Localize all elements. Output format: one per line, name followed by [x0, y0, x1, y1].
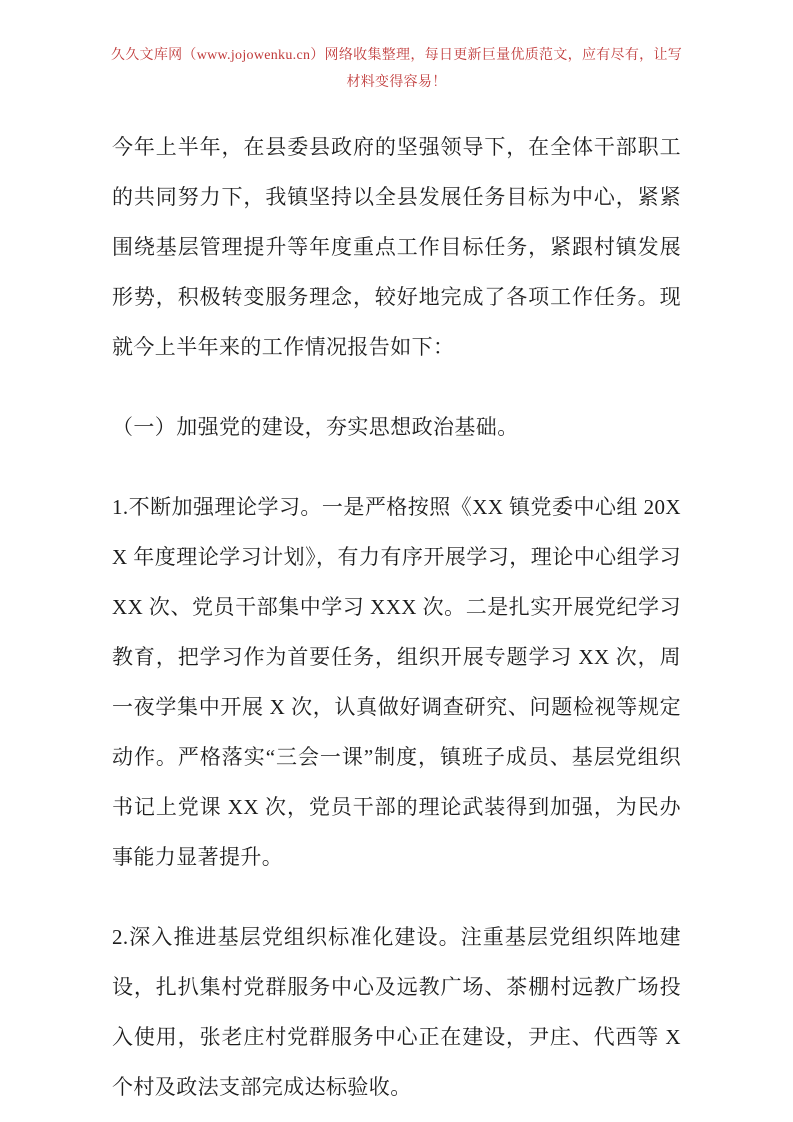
- section-heading-1: （一）加强党的建设，夯实思想政治基础。: [112, 415, 519, 439]
- paragraph-point-2: 2.深入推进基层党组织标准化建设。注重基层党组织阵地建设，扎扒集村党群服务中心及远教广场、茶棚村远教广场投入使用，张老庄村党群服务中心正在建设，尹庄、代西等 X 个村及政法支部完成达标验收。: [112, 925, 681, 1099]
- paragraph-point-1: 1.不断加强理论学习。一是严格按照《XX 镇党委中心组 20XX 年度理论学习计划》，有力有序开展学习，理论中心组学习 XX 次、党员干部集中学习 XXX 次。二是扎实开展党纪学习教育，把学习作为首要任务，组织开展专题学习 XX 次，周一夜学集中开展 X 次，认真做好调查研究、问题检视等规定动作。严格落实“三会一课”制度，镇班子成员、基层党组织书记上党课 XX 次，党员干部的理论武装得到加强，为民办事能力显著提升。: [112, 495, 681, 869]
- paragraph-intro: 今年上半年，在县委县政府的坚强领导下，在全体干部职工的共同努力下，我镇坚持以全县发展任务目标为中心，紧紧围绕基层管理提升等年度重点工作目标任务，紧跟村镇发展形势，积极转变服务理念，较好地完成了各项工作任务。现就今上半年来的工作情况报告如下：: [112, 135, 681, 359]
- document-body: [112, 122, 681, 1112]
- watermark-header: 久久文库网（www.jojowenku.cn）网络收集整理，每日更新巨量优质范文，应有尽有，让写材料变得容易！: [110, 48, 683, 90]
